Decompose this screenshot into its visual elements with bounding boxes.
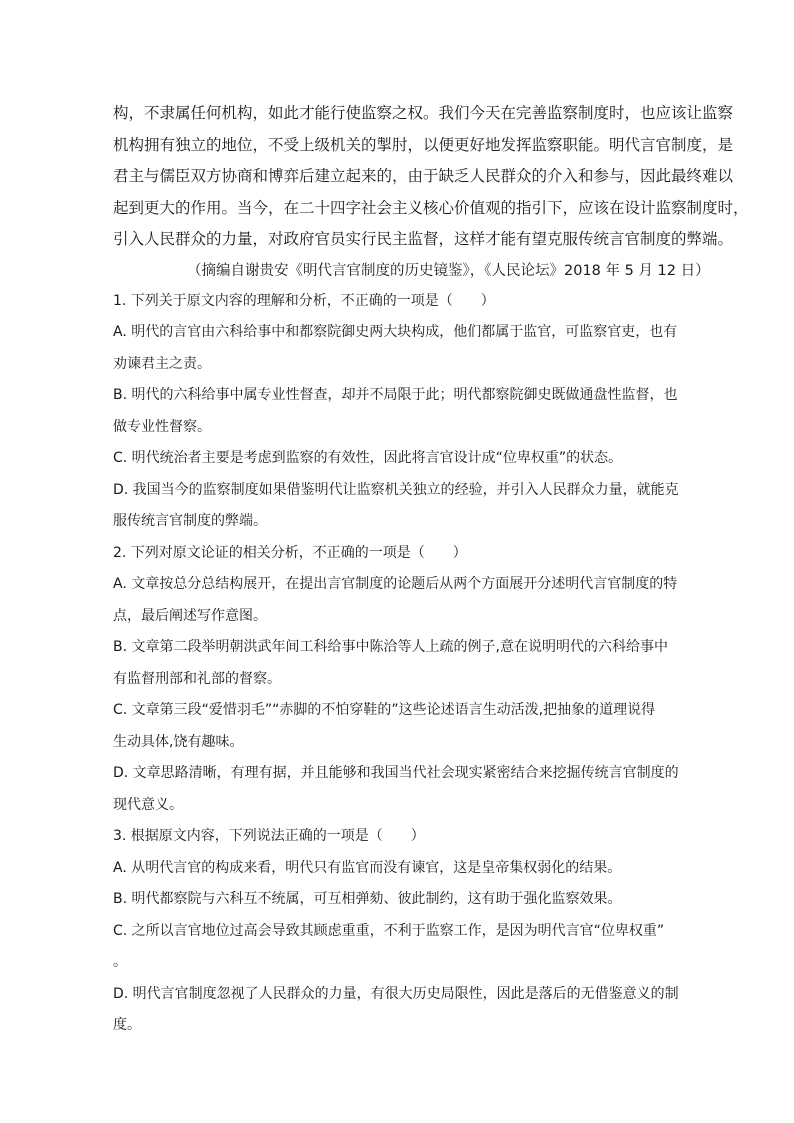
- passage-line: 构，不隶属任何机构，如此才能行使监察之权。我们今天在完善监察制度时，也应该让监察: [113, 104, 734, 122]
- question-1: [113, 286, 683, 538]
- question-stem: 2. 下列对原文论证的相关分析，不正确的一项是（ ）: [113, 544, 467, 561]
- document-body: [113, 98, 749, 1042]
- option-b: B. 明代都察院与六科互不统属，可互相弹劾、彼此制约，这有助于强化监察效果。: [113, 891, 622, 907]
- option-d-cont: 服传统言官制度的弊端。: [113, 513, 267, 529]
- question-stem: 1. 下列关于原文内容的理解和分析，不正确的一项是（ ）: [113, 292, 495, 309]
- option-b: B. 文章第二段举明朝洪武年间工科给事中陈洽等人上疏的例子,意在说明明代的六科给事中: [113, 639, 668, 655]
- question-3: [113, 821, 683, 1042]
- option-a: A. 文章按总分总结构展开，在提出言官制度的论题后从两个方面展开分述明代言官制度的特: [113, 576, 678, 592]
- question-stem: 3. 根据原文内容，下列说法正确的一项是（ ）: [113, 828, 425, 844]
- passage-line: 机构拥有独立的地位，不受上级机关的掣肘，以便更好地发挥监察职能。明代言官制度，是: [113, 135, 734, 154]
- option-a: A. 从明代言官的构成来看，明代只有监官而没有谏官，这是皇帝集权弱化的结果。: [113, 859, 622, 876]
- option-c-cont: 。: [113, 954, 127, 970]
- option-d-cont: 度。: [113, 1017, 141, 1033]
- option-d: D. 明代言官制度忽视了人民群众的力量，有很大历史局限性，因此是落后的无借鉴意义的制: [113, 985, 679, 1002]
- option-b-cont: 做专业性督察。: [113, 418, 211, 435]
- option-d: D. 文章思路清晰，有理有据，并且能够和我国当代社会现实紧密结合来挖掘传统言官制度的: [113, 765, 679, 781]
- passage-source: （摘编自谢贵安《明代言官制度的历史镜鉴》，《人民论坛》2018 年 5 月 12 日）: [187, 262, 710, 279]
- option-b: B. 明代的六科给事中属专业性督查，却并不局限于此；明代都察院御史既做通盘性监督，也: [113, 387, 678, 403]
- question-2: [113, 538, 683, 822]
- passage-line: 君主与儒臣双方协商和博弈后建立起来的，由于缺乏人民群众的介入和参与，因此最终难以: [113, 167, 734, 185]
- option-a: A. 明代的言官由六科给事中和都察院御史两大块构成，他们都属于监官，可监察官吏，也有: [113, 324, 678, 340]
- option-a-cont: 劝谏君主之责。: [113, 355, 211, 372]
- option-b-cont: 有监督刑部和礼部的督察。: [113, 670, 281, 687]
- option-d: D. 我国当今的监察制度如果借鉴明代让监察机关独立的经验，并引入人民群众力量，就能克: [113, 481, 679, 498]
- option-c: C. 之所以言官地位过高会导致其顾虑重重，不利于监察工作，是因为明代言官“位卑权重”: [113, 922, 665, 939]
- option-d-cont: 现代意义。: [113, 796, 183, 813]
- option-c-cont: 生动具体,饶有趣味。: [113, 733, 244, 750]
- option-a-cont: 点，最后阐述写作意图。: [113, 607, 267, 624]
- passage-line: 起到更大的作用。当今，在二十四字社会主义核心价值观的指引下，应该在设计监察制度时，: [113, 198, 749, 217]
- option-c: C. 明代统治者主要是考虑到监察的有效性，因此将言官设计成“位卑权重”的状态。: [113, 450, 623, 466]
- passage-paragraph: [113, 98, 749, 256]
- option-c: C. 文章第三段“爱惜羽毛”“赤脚的不怕穿鞋的”这些论述语言生动活泼,把抽象的道理说得: [113, 702, 656, 718]
- passage-line: 引入人民群众的力量，对政府官员实行民主监督，这样才能有望克服传统言官制度的弊端。: [113, 230, 734, 248]
